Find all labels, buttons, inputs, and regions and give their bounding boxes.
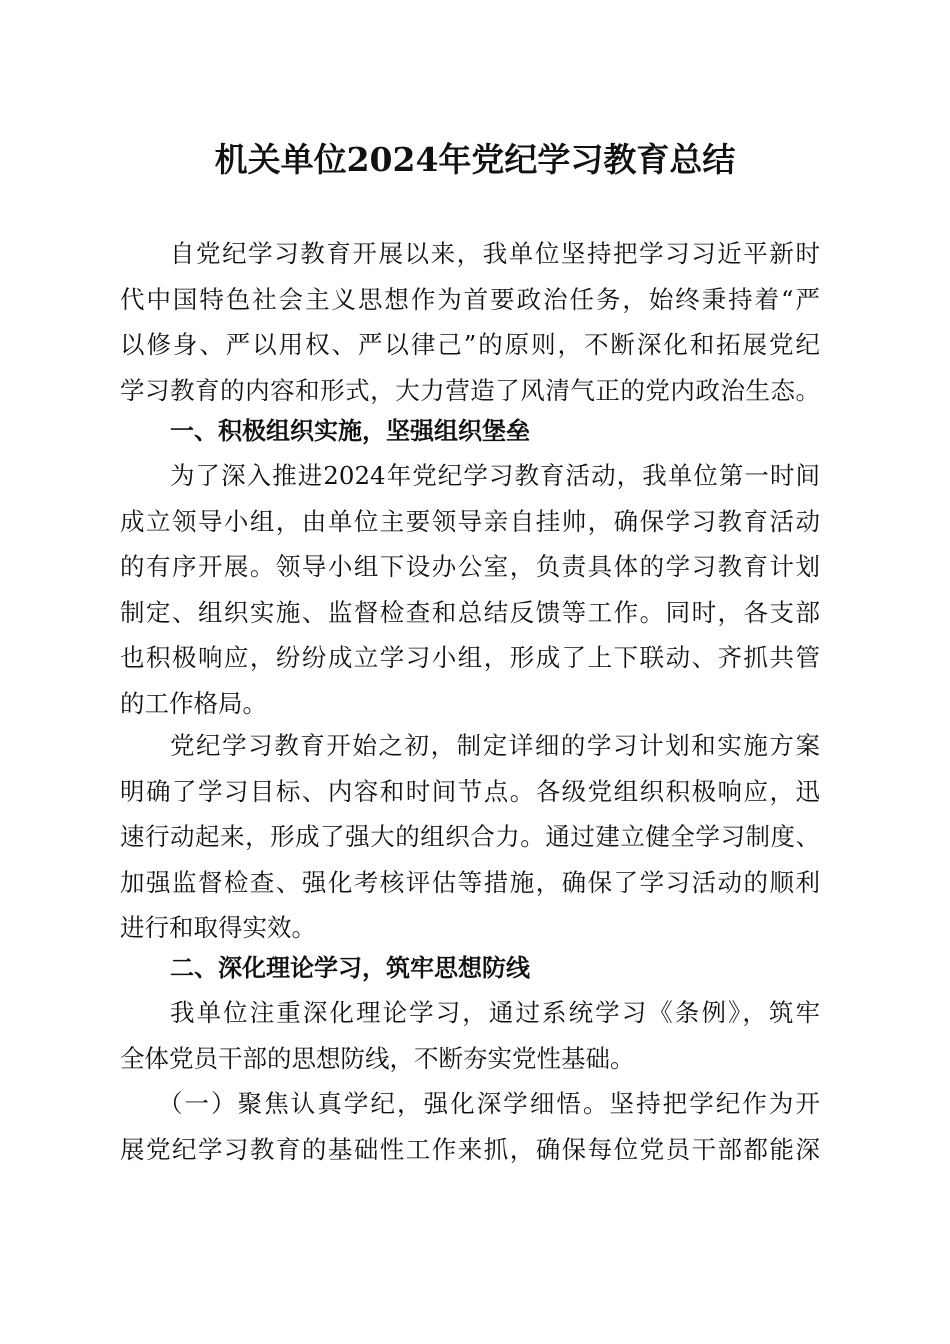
text-line: 代中国特色社会主义思想作为首要政治任务，始终秉持着“严 [120, 284, 820, 314]
text-line: 自党纪学习教育开展以来，我单位坚持把学习习近平新时 [170, 239, 820, 268]
text-line: 进行和取得实效。 [120, 913, 316, 942]
text-line: 加强监督检查、强化考核评估等措施，确保了学习活动的顺利 [120, 867, 820, 897]
paragraph-intro [120, 231, 820, 413]
text-line: 制定、组织实施、监督检查和总结反馈等工作。同时，各支部 [120, 597, 820, 627]
paragraph-section2-2 [120, 1081, 820, 1172]
text-line: 我单位注重深化理论学习，通过系统学习《条例》，筑牢 [170, 998, 820, 1027]
section-heading-1: 一、积极组织实施，坚强组织堡垒 [170, 417, 530, 445]
paragraph-section1-2 [120, 723, 820, 951]
text-line: 的有序开展。领导小组下设办公室，负责具体的学习教育计划 [120, 552, 820, 581]
text-line: 以修身、严以用权、严以律己”的原则，不断深化和拓展党纪 [120, 330, 820, 359]
text-line: 学习教育的内容和形式，大力营造了风清气正的党内政治生态。 [120, 375, 820, 405]
text-line: 展党纪学习教育的基础性工作来抓，确保每位党员干部都能深 [120, 1134, 820, 1164]
paragraph-section2-1 [120, 990, 820, 1081]
text-line: 为了深入推进2024年党纪学习教育活动，我单位第一时间 [170, 461, 820, 490]
text-line: 明确了学习目标、内容和时间节点。各级党组织积极响应，迅 [120, 776, 820, 806]
text-line: 也积极响应，纷纷成立学习小组，形成了上下联动、齐抓共管 [120, 643, 820, 672]
text-line: 速行动起来，形成了强大的组织合力。通过建立健全学习制度、 [120, 822, 820, 851]
text-line: 成立领导小组，由单位主要领导亲自挂帅，确保学习教育活动 [120, 506, 820, 536]
text-line: 全体党员干部的思想防线，不断夯实党性基础。 [120, 1043, 635, 1073]
text-line: （一）聚焦认真学纪，强化深学细悟。坚持把学纪作为开 [158, 1089, 820, 1118]
text-line: 的工作格局。 [120, 688, 267, 718]
text-line: 党纪学习教育开始之初，制定详细的学习计划和实施方案 [170, 731, 820, 760]
paragraph-section1-1 [120, 453, 820, 726]
section-heading-2: 二、深化理论学习，筑牢思想防线 [170, 954, 530, 982]
document-title: 机关单位2024年党纪学习教育总结 [214, 140, 736, 179]
